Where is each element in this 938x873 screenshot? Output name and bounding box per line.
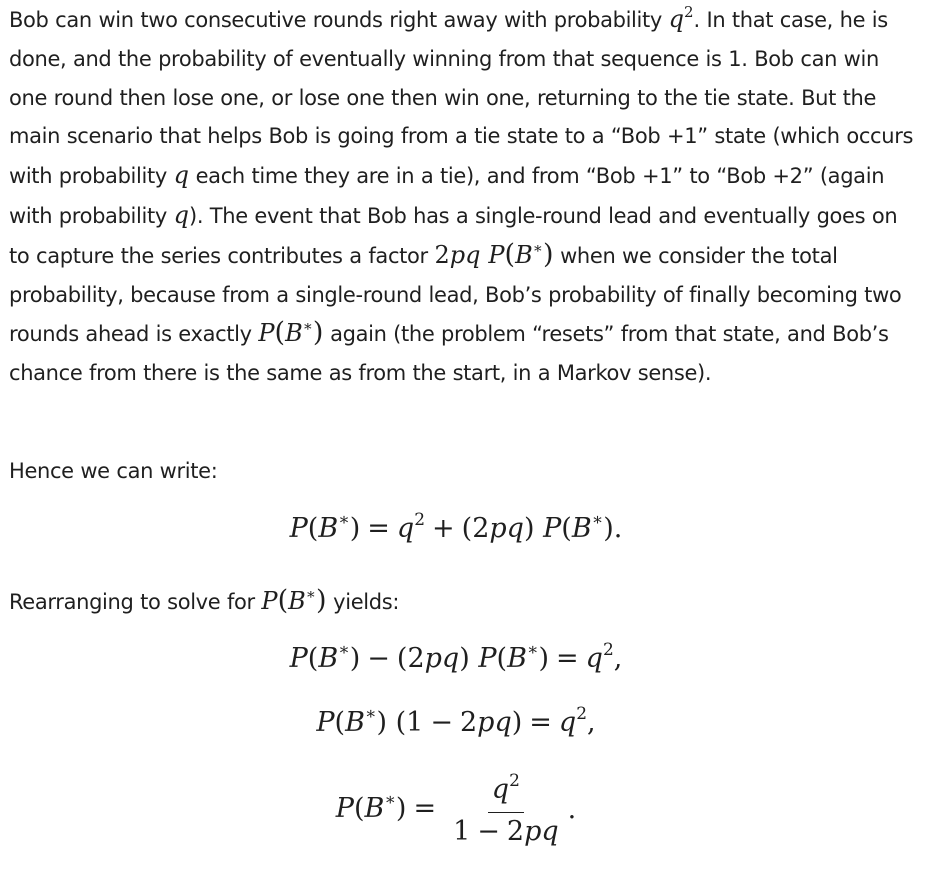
paragraph-rearranging bbox=[9, 582, 919, 622]
equation-step-1: P(B∗) − (2pq) $P(B^∗) = q^2$, bbox=[289, 640, 623, 674]
fraction bbox=[449, 770, 563, 847]
paragraph-explanation bbox=[9, 0, 919, 393]
text-segment: each time they are in a tie), and from “Bob +1” to “Bob +2” (again with probability bbox=[9, 164, 885, 228]
text-segment: again (the problem “resets” from that state, and Bob’s chance from there is the same as from the start, in a Markov sense). bbox=[9, 322, 889, 386]
paragraph-hence: Hence we can write: bbox=[9, 459, 218, 483]
fraction-numerator: $q^2$ bbox=[488, 770, 524, 813]
fraction-denominator: 1 − 2pq bbox=[453, 816, 559, 847]
math-p-bstar: P(B∗) bbox=[261, 585, 327, 616]
text-segment: . In that case, he is done, and the probability of eventually winning from that sequence is 1. Bob can win one round then lose one, or lose one then win one, returning to the tie state. But the main scenario that helps Bob is going from a tie state to a “Bob +1” state (which occurs with probability bbox=[9, 8, 914, 189]
math-q: q bbox=[173, 200, 189, 229]
math-p-bstar: P(B∗) bbox=[258, 317, 324, 349]
text-segment: Bob can win two consecutive rounds right away with probability bbox=[9, 8, 669, 32]
math-2pq-p-bstar: 2pq P(B∗) bbox=[434, 238, 554, 270]
math-q: q bbox=[173, 161, 189, 190]
equation-solution: P(B∗) = $\frac{q^2}{1 - 2pq}$ . bbox=[335, 771, 577, 847]
math-q-squared: $q^2$ bbox=[668, 3, 694, 33]
text-segment: when we consider the total probability, because from a single-round lead, Bob’s probability of finally becoming two rounds ahead is exactly bbox=[9, 243, 902, 347]
equation-step-2: P(B∗) $(1 - 2pq) = q^2$, bbox=[316, 704, 596, 738]
text-segment: Rearranging to solve for bbox=[9, 590, 262, 614]
text-segment: ). The event that Bob has a single-round lead and eventually goes on to capture the series contributes a factor bbox=[9, 203, 898, 268]
text-segment: yields: bbox=[326, 590, 400, 614]
equation-recurrence: $P(B^∗) = q^2 + (2pq)$ P(B∗). bbox=[289, 510, 623, 544]
